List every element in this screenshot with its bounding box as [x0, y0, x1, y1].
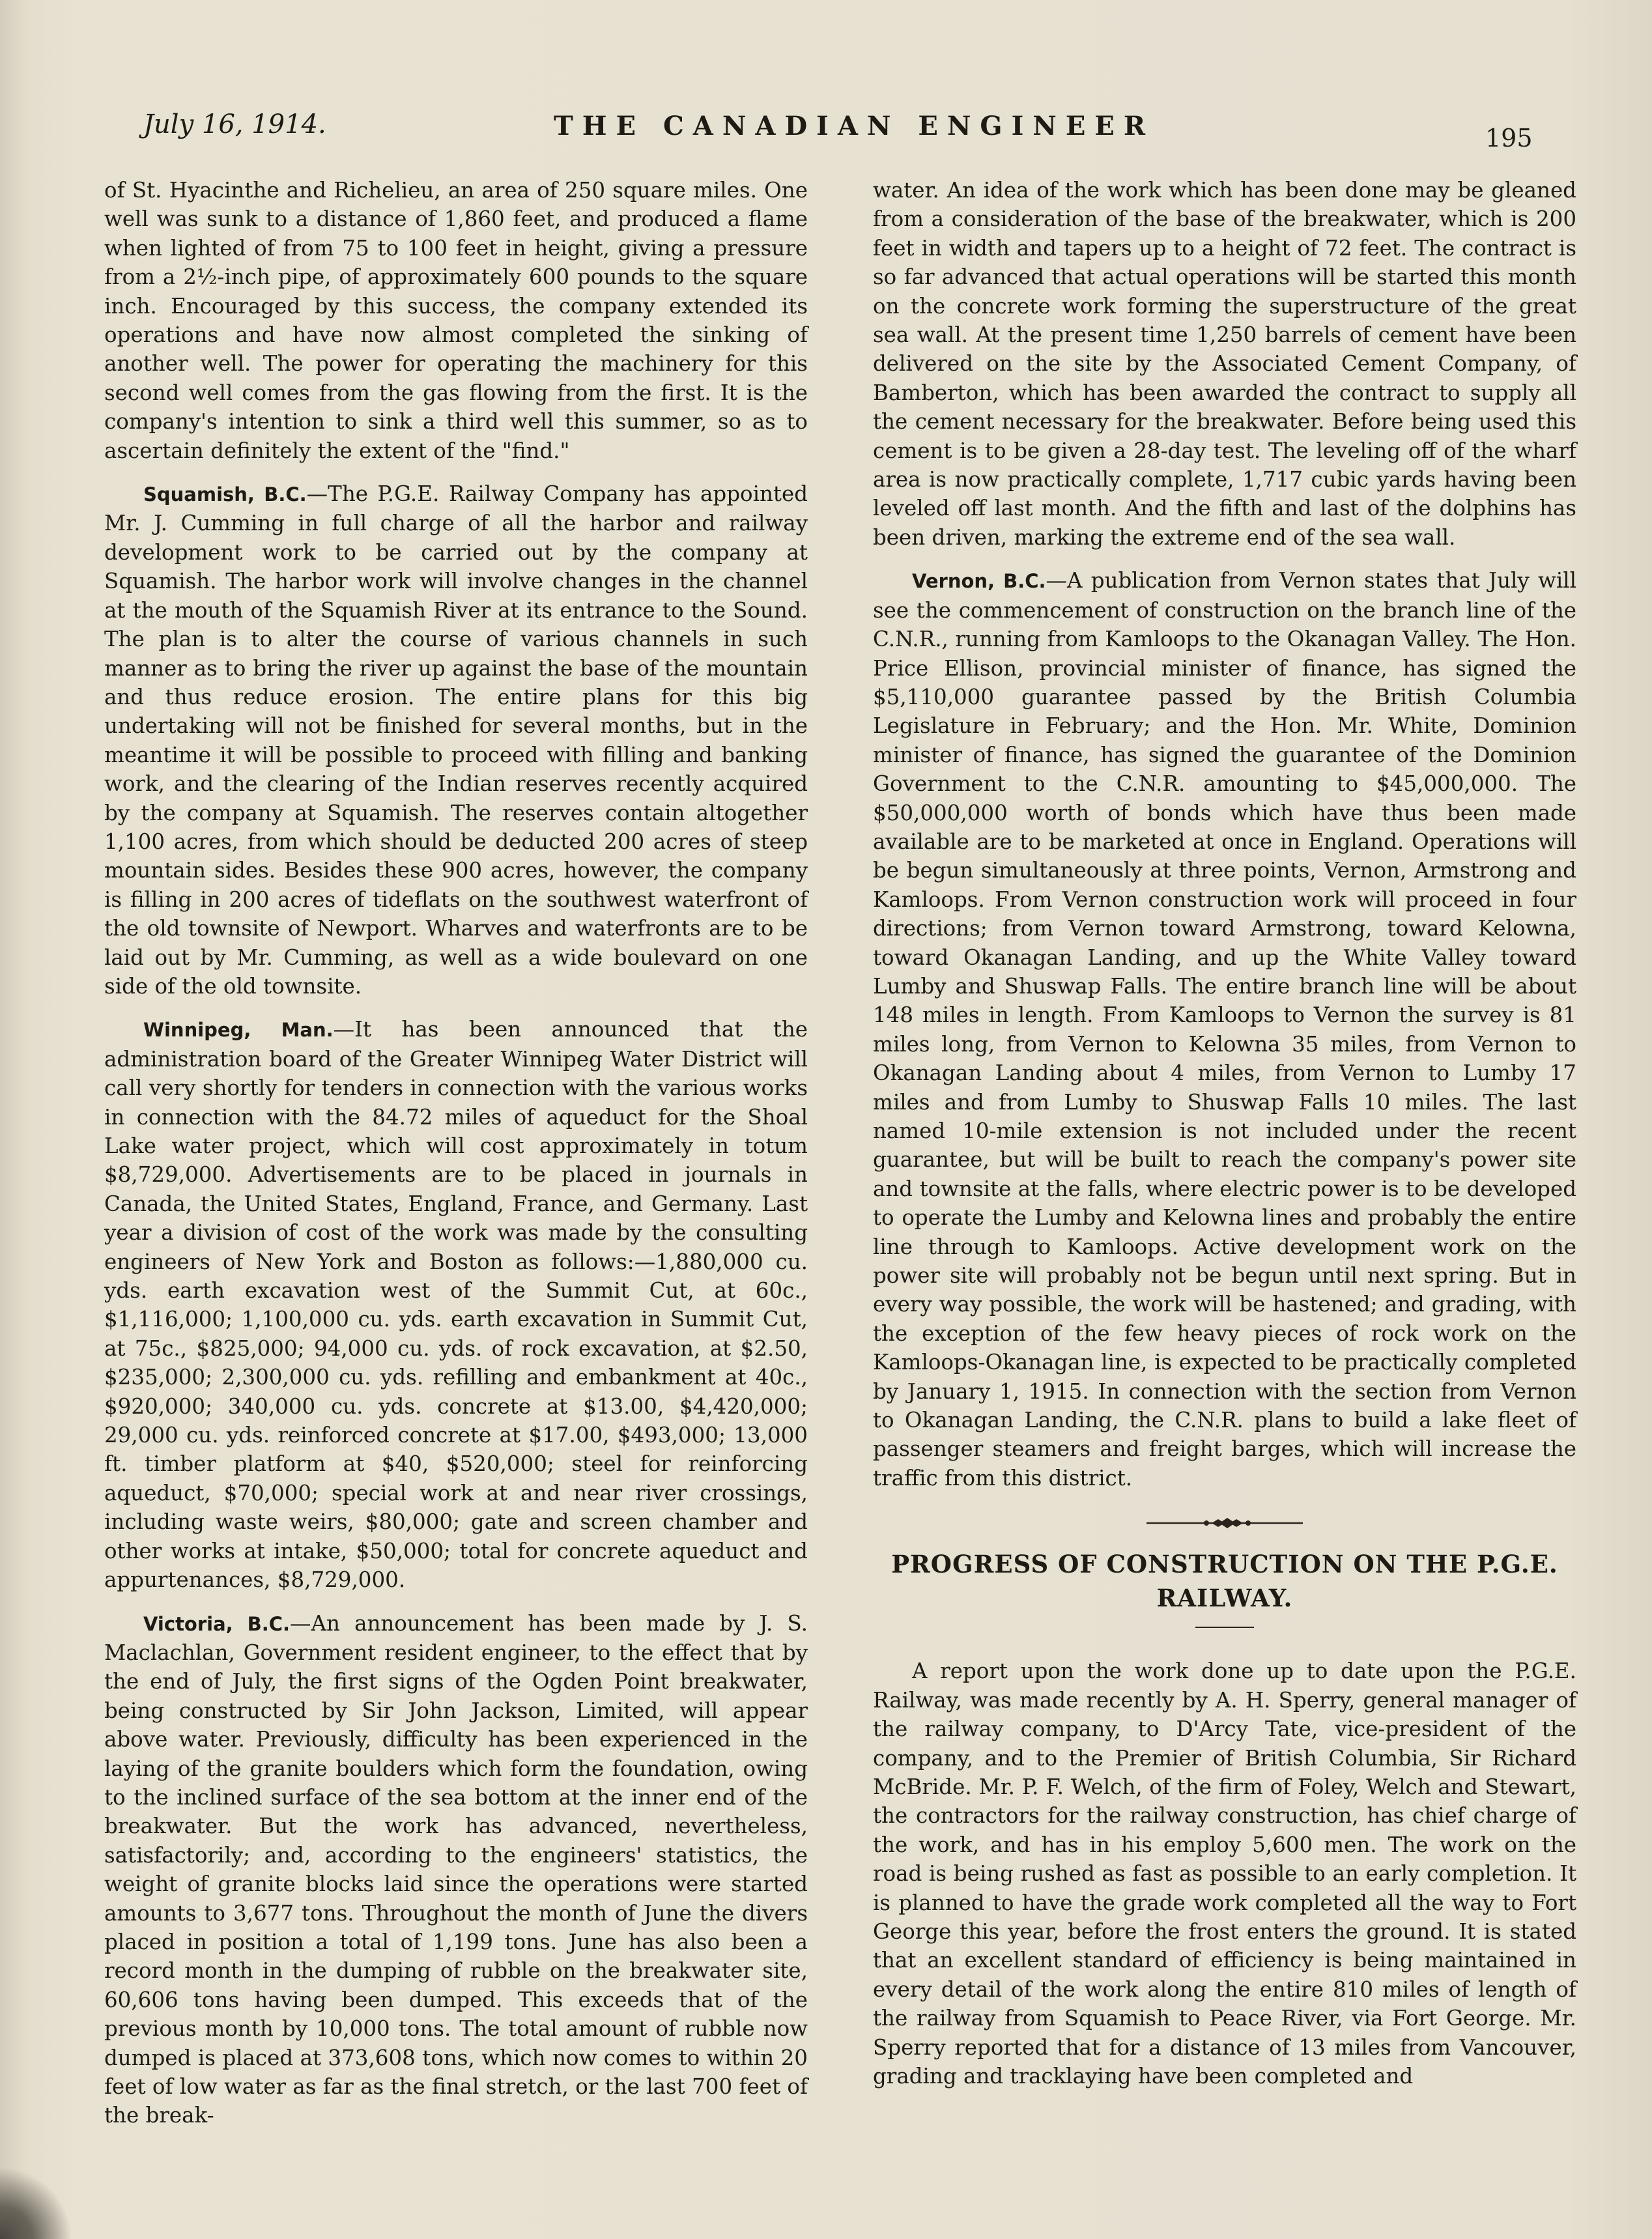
left-column — [104, 176, 808, 2145]
issue-date: July 16, 1914. — [143, 109, 326, 139]
page-header — [143, 98, 1602, 156]
section-divider-ornament — [873, 1509, 1576, 1529]
winnipeg-heading: Winnipeg, Man. — [143, 1019, 334, 1042]
page-number: 195 — [1485, 124, 1533, 152]
victoria-text: —An announcement has been made by J. S. Maclachlan, Government resident engineer, to the effect that by the end of July, the first signs of the Ogden Point breakwater, being constructed by Sir John Jackson, Limited, will appear above water. Previously, difficulty has been experienced in the laying of the granite boulders which form the foundation, owing to the inclined surface of the sea bottom at the inner end of the breakwater. But the work has advanced, nevertheless, satisfactorily; and, according to the engineers' statistics, the weight of granite blocks laid since the operations were started amounts to 3,677 tons. Throughout the month of June the divers placed in position a total of 1,199 tons. June has also been a record month in the dumping of rubble on the breakwater site, 60,606 tons having been dumped. This exceeds that of the previous month by 10,000 tons. The total amount of rubble now dumped is placed at 373,608 tons, which now comes to within 20 feet of low water as far as the final stretch, or the last 700 feet of the break- — [104, 1610, 808, 2128]
article-headline: PROGRESS OF CONSTRUCTION ON THE P.G.E. RAILWAY. — [891, 1550, 1558, 1613]
vernon-heading: Vernon, B.C. — [912, 570, 1046, 593]
ornament-icon — [1146, 1515, 1303, 1531]
squamish-text: —The P.G.E. Railway Company has appointed Mr. J. Cumming in full charge of all the harbor and railway development work to be carried out by the company at Squamish. The harbor work will involve changes in the channel at the mouth of the Squamish River at its entrance to the Sound. The plan is to alter the course of various channels in such manner as to bring the river up against the base of the mountain and thus reduce erosion. The entire plans for this big undertaking will not be finished for several months, but in the meantime it will be possible to proceed with filling and banking work, and the clearing of the Indian reserves recently acquired by the company at Squamish. The reserves contain altogether 1,100 acres, from which should be deducted 200 acres of steep mountain sides. Besides these 900 acres, however, the company is filling in 200 acres of tideflats on the southwest waterfront of the old townsite of Newport. Wharves and waterfronts are to be laid out by Mr. Cumming, as well as a wide boulevard on one side of the old townsite. — [104, 481, 808, 999]
vernon-text: —A publication from Vernon states that July will see the commencement of construction on the branch line of the C.N.R., running from Kamloops to the Okanagan Valley. The Hon. Price Ellison, provincial minister of finance, has signed the $5,110,000 guarantee passed by the British Columbia Legislature in February; and the Hon. Mr. White, Dominion minister of finance, has signed the guarantee of the Dominion Government to the C.N.R. amounting to $45,000,000. The $50,000,000 worth of bonds which have thus been made available are to be marketed at once in England. Operations will be begun simultaneously at three points, Vernon, Armstrong and Kamloops. From Vernon construction work will proceed in four directions; from Vernon toward Armstrong, toward Kelowna, toward Okanagan Landing, and up the White Valley toward Lumby and Shuswap Falls. The entire branch line will be about 148 miles in length. From Kamloops to Vernon the survey is 81 miles long, from Vernon to Kelowna 35 miles, from Vernon to Okanagan Landing about 4 miles, from Vernon to Lumby 17 miles and from Lumby to Shuswap Falls 10 miles. The last named 10-mile extension is not included under the recent guarantee, but will be built to reach the company's power site and townsite at the falls, where electric power is to be developed to operate the Lumby and Kelowna lines and probably the entire line through to Kamloops. Active development work on the power site will probably not be begun until next spring. But in every way possible, the work will be hastened; and grading, with the exception of the few heavy pieces of rock work on the Kamloops-Okanagan line, is expected to be practically completed by January 1, 1915. In connection with the section from Vernon to Okanagan Landing, the C.N.R. plans to build a lake fleet of passenger steamers and freight barges, which will increase the traffic from this district. — [873, 568, 1577, 1490]
page-corner-shadow — [0, 2161, 78, 2239]
squamish-heading: Squamish, B.C. — [143, 483, 307, 506]
pge-report-paragraph: A report upon the work done up to date upon the P.G.E. Railway, was made recently by A. H. Sperry, general manager of the railway company, to D'Arcy Tate, vice-president of the company, and to the Premier of British Columbia, Sir Richard McBride. Mr. P. F. Welch, of the firm of Foley, Welch and Stewart, the contractors for the railway construction, has chief charge of the work, and has in his employ 5,600 men. The work on the road is being rushed as fast as possible to an early completion. It is planned to have the grade work completed all the way to Fort George this year, before the frost enters the ground. It is stated that an excellent standard of efficiency is being maintained in every detail of the work along the entire 810 miles of length of the railway from Squamish to Peace River, via Fort George. Mr. Sperry reported that for a distance of 13 miles from Vancouver, grading and tracklaying have been completed and — [873, 1659, 1576, 2089]
breakwater-paragraph: water. An idea of the work which has been done may be gleaned from a consideration of the base of the breakwater, which is 200 feet in width and tapers up to a height of 72 feet. The contract is so far advanced that actual operations will be started this month on the concrete work forming the superstructure of the great sea wall. At the present time 1,250 barrels of cement have been delivered on the site by the Associated Cement Company, of Bamberton, which has been awarded the contract to supply all the cement necessary for the breakwater. Before being used this cement is to be given a 28-day test. The leveling off of the wharf area is now practically complete, 1,717 cubic yards having been leveled off last month. And the fifth and last of the dolphins has been driven, marking the extreme end of the sea wall. — [873, 178, 1576, 550]
victoria-heading: Victoria, B.C. — [143, 1612, 291, 1635]
victoria-paragraph — [104, 1609, 808, 2130]
squamish-paragraph — [104, 479, 808, 1001]
journal-title: THE CANADIAN ENGINEER — [554, 111, 1155, 141]
vernon-paragraph — [873, 566, 1576, 1492]
winnipeg-text: —It has been announced that the administration board of the Greater Winnipeg Water District will call very shortly for tenders in connection with the various works in connection with the 84.72 miles of aqueduct for the Shoal Lake water project, which will cost approximately in totum $8,729,000. Advertisements are to be placed in journals in Canada, the United States, England, France, and Germany. Last year a division of cost of the work was made by the consulting engineers of New York and Boston as follows:—1,880,000 cu. yds. earth excavation west of the Summit Cut, at 60c., $1,116,000; 1,100,000 cu. yds. earth excavation in Summit Cut, at 75c., $825,000; 94,000 cu. yds. of rock excavation, at $2.50, $235,000; 2,300,000 cu. yds. refilling and embankment at 40c., $920,000; 340,000 cu. yds. concrete at $13.00, $4,420,000; 29,000 cu. yds. reinforced concrete at $17.00, $493,000; 13,000 ft. timber platform at $40, $520,000; steel for reinforcing aqueduct, $70,000; special work at and near river crossings, including waste weirs, $80,000; gate and screen chamber and other works at intake, $50,000; total for concrete aqueduct and appurtenances, $8,729,000. — [104, 1017, 808, 1593]
winnipeg-paragraph — [104, 1015, 808, 1594]
right-column — [873, 176, 1576, 2105]
headline-rule — [1195, 1627, 1254, 1628]
gas-well-paragraph: of St. Hyacinthe and Richelieu, an area of 250 square miles. One well was sunk to a distance of 1,860 feet, and produced a flame when lighted of from 75 to 100 feet in height, giving a pressure from a 2½-inch pipe, of approximately 600 pounds to the square inch. Encouraged by this success, the company extended its operations and have now almost completed the sinking of another well. The power for operating the machinery for this second well comes from the gas flowing from the first. It is the company's intention to sink a third well this summer, so as to ascertain definitely the extent of the "find." — [104, 178, 808, 463]
